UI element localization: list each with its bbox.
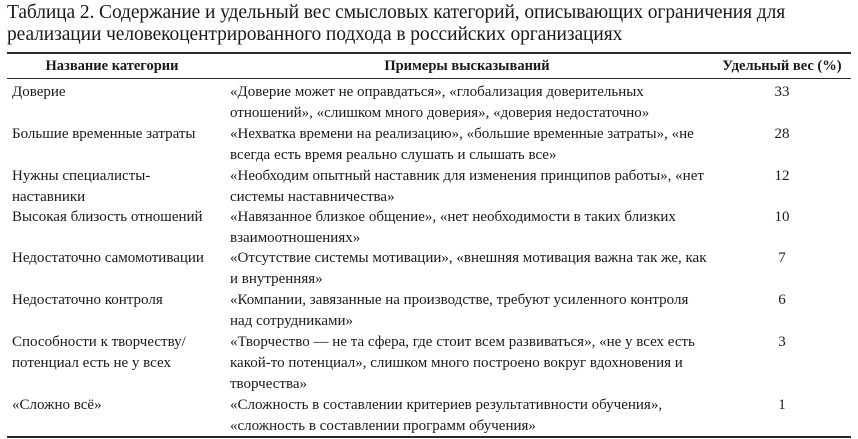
weight-cell: 28 [774, 126, 790, 142]
examples-cell: «Сложность в составлении критериев результативности обучения», «сложность в составлении программ обучения» [230, 397, 663, 434]
category-cell: Высокая близость отношений [12, 209, 203, 225]
weight-cell: 3 [778, 334, 786, 350]
header-category: Название категории [45, 58, 179, 74]
weight-cell: 10 [774, 209, 790, 225]
category-cell: «Сложно всё» [12, 397, 102, 413]
table-caption: Таблица 2. Содержание и удельный вес смысловых категорий, описывающих ограничения для реализации человекоцентрированного подхода в российских организациях [7, 2, 786, 45]
header-weight: Удельный вес (%) [722, 58, 842, 74]
header-examples: Примеры высказываний [384, 58, 550, 74]
examples-cell: «Отсутствие системы мотивации», «внешняя мотивация важна так же, как и внутренняя» [230, 250, 707, 287]
weight-cell: 7 [778, 250, 786, 266]
weight-cell: 12 [774, 168, 790, 184]
category-cell: Недостаточно самомотивации [12, 250, 204, 266]
examples-cell: «Компании, завязанные на производстве, требуют усиленного контроля над сотрудниками» [230, 292, 689, 329]
weight-cell: 33 [774, 84, 790, 100]
examples-cell: «Доверие может не оправдаться», «глобализация доверительных отношений», «слишком много доверия», «доверия недостаточно» [230, 84, 650, 121]
table-header-rule [7, 78, 851, 79]
weight-cell: 6 [778, 292, 786, 308]
examples-cell: «Нехватка времени на реализацию», «большие временные затраты», «не всегда есть время реально слушать и слышать все» [230, 126, 694, 163]
examples-cell: «Необходим опытный наставник для изменения принципов работы», «нет системы наставничества» [230, 168, 704, 205]
examples-cell: «Творчество — не та сфера, где стоит всем развиваться», «не у всех есть какой-то потенциал», слишком много построено вокруг вдохновения и творчества» [230, 334, 695, 392]
category-cell: Большие временные затраты [12, 126, 196, 142]
table-top-rule [7, 52, 851, 54]
category-cell: Доверие [12, 84, 66, 100]
table-bottom-rule [7, 436, 851, 438]
examples-cell: «Навязанное близкое общение», «нет необходимости в таких близких взаимоотношениях» [230, 209, 676, 246]
category-cell: Недостаточно контроля [12, 292, 163, 308]
weight-cell: 1 [778, 397, 786, 413]
category-cell: Нужны специалисты-наставники [12, 168, 151, 205]
category-cell: Способности к творчеству/ потенциал есть не у всех [12, 334, 186, 371]
